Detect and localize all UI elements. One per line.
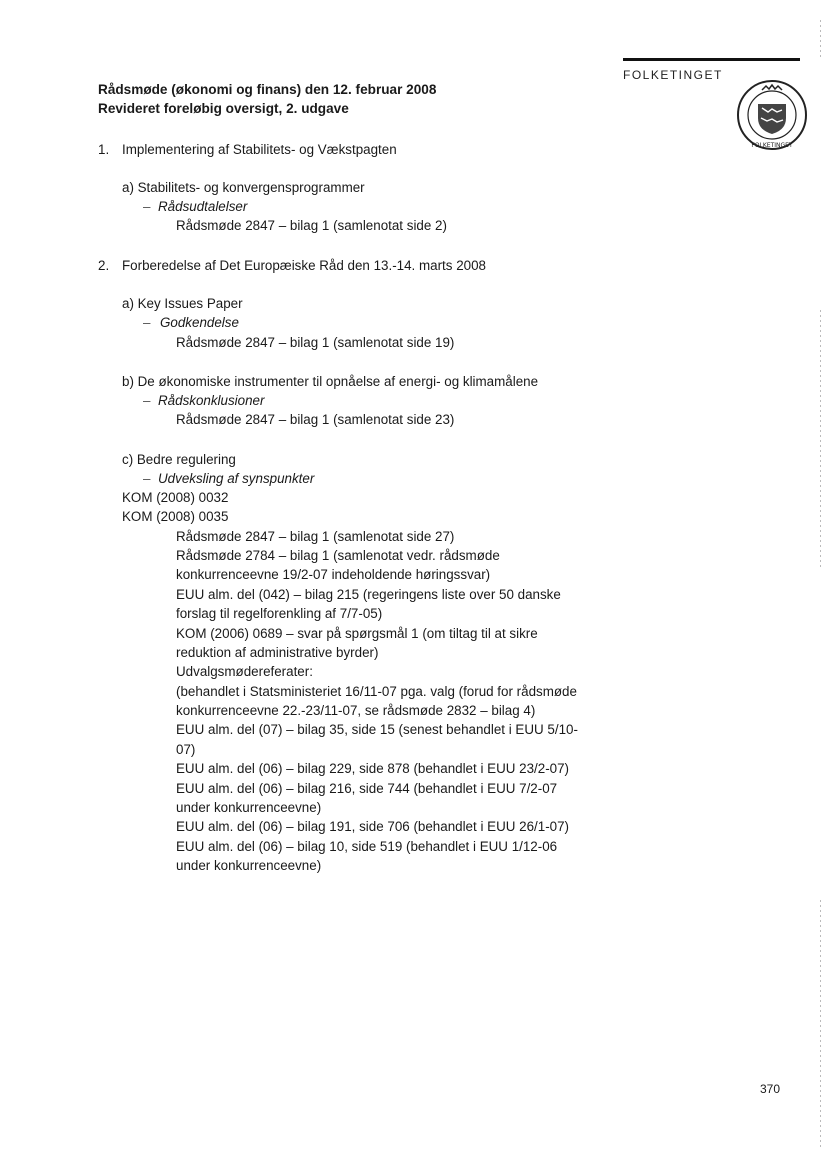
kom-reference: KOM (2008) 0032 xyxy=(122,490,229,505)
reference-line: Rådsmøde 2784 – bilag 1 (samlenotat vedr. rådsmøde xyxy=(176,548,500,563)
kom-reference: KOM (2008) 0035 xyxy=(122,509,229,524)
scan-edge-mark xyxy=(820,900,821,1150)
item-number: 1. xyxy=(98,142,110,157)
reference-line: EUU alm. del (042) – bilag 215 (regeringens liste over 50 danske xyxy=(176,587,561,602)
subitem-label: c) Bedre regulering xyxy=(122,452,236,467)
reference-line: Rådsmøde 2847 – bilag 1 (samlenotat side 19) xyxy=(176,335,455,350)
reference-line: (behandlet i Statsministeriet 16/11-07 pga. valg (forud for rådsmøde xyxy=(176,684,577,699)
reference-line: KOM (2006) 0689 – svar på spørgsmål 1 (om tiltag til at sikre xyxy=(176,626,538,641)
reference-line: EUU alm. del (06) – bilag 216, side 744 (behandlet i EUU 7/2-07 xyxy=(176,781,558,796)
reference-line: konkurrenceevne 22.-23/11-07, se rådsmøde 2832 – bilag 4) xyxy=(176,703,536,718)
folketinget-seal-logo xyxy=(728,78,814,150)
item-title: Implementering af Stabilitets- og Vækstpagten xyxy=(122,142,397,157)
dash-bullet: – xyxy=(143,471,151,486)
reference-line: forslag til regelforenkling af 7/7-05) xyxy=(176,606,383,621)
dash-bullet: – xyxy=(143,315,151,330)
reference-line: Rådsmøde 2847 – bilag 1 (samlenotat side 2) xyxy=(176,218,447,233)
reference-line: EUU alm. del (06) – bilag 191, side 706 (behandlet i EUU 26/1-07) xyxy=(176,819,570,834)
reference-line: reduktion af administrative byrder) xyxy=(176,645,379,660)
dash-bullet: – xyxy=(143,393,151,408)
scan-edge-mark xyxy=(820,20,821,60)
subitem-label: a) Stabilitets- og konvergensprogrammer xyxy=(122,180,365,195)
document-title: Rådsmøde (økonomi og finans) den 12. februar 2008 xyxy=(98,82,437,97)
reference-line: Udvalgsmødereferater: xyxy=(176,664,313,679)
org-label: FOLKETINGET xyxy=(623,68,723,82)
subitem-action: Rådskonklusioner xyxy=(158,393,265,408)
dash-bullet: – xyxy=(143,199,151,214)
item-number: 2. xyxy=(98,258,110,273)
reference-line: Rådsmøde 2847 – bilag 1 (samlenotat side 27) xyxy=(176,529,455,544)
reference-line: EUU alm. del (06) – bilag 10, side 519 (behandlet i EUU 1/12-06 xyxy=(176,839,558,854)
svg-text:FOLKETINGET: FOLKETINGET xyxy=(751,142,793,149)
reference-line: 07) xyxy=(176,742,196,757)
reference-line: Rådsmøde 2847 – bilag 1 (samlenotat side 23) xyxy=(176,412,455,427)
reference-line: EUU alm. del (07) – bilag 35, side 15 (senest behandlet i EUU 5/10- xyxy=(176,722,578,737)
item-title: Forberedelse af Det Europæiske Råd den 13.-14. marts 2008 xyxy=(122,258,486,273)
subitem-action: Udveksling af synspunkter xyxy=(158,471,315,486)
header-rule xyxy=(623,58,800,61)
subitem-action: Godkendelse xyxy=(160,315,239,330)
reference-line: under konkurrenceevne) xyxy=(176,800,322,815)
page-number: 370 xyxy=(760,1082,781,1096)
scan-edge-mark xyxy=(820,310,821,570)
subitem-label: b) De økonomiske instrumenter til opnåelse af energi- og klimamålene xyxy=(122,374,539,389)
reference-line: konkurrenceevne 19/2-07 indeholdende høringssvar) xyxy=(176,567,491,582)
subitem-label: a) Key Issues Paper xyxy=(122,296,243,311)
subitem-action: Rådsudtalelser xyxy=(158,199,248,214)
reference-line: under konkurrenceevne) xyxy=(176,858,322,873)
reference-line: EUU alm. del (06) – bilag 229, side 878 (behandlet i EUU 23/2-07) xyxy=(176,761,570,776)
document-subtitle: Revideret foreløbig oversigt, 2. udgave xyxy=(98,101,349,116)
